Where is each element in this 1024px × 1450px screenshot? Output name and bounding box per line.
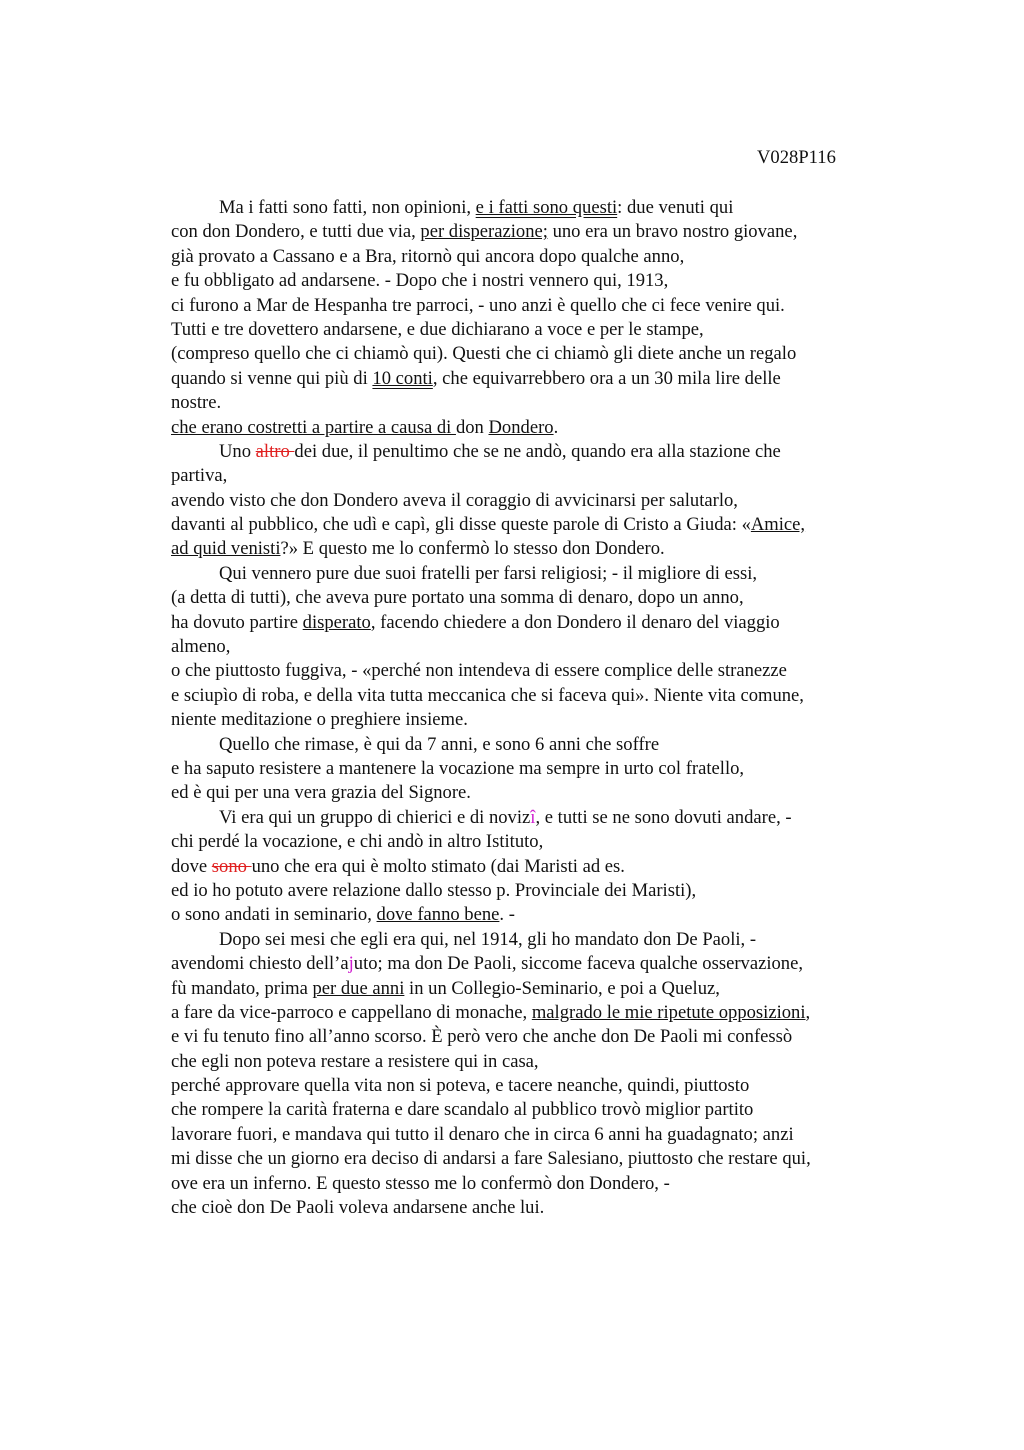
text-line xyxy=(171,1196,931,1220)
text-segment: che cioè don De Paoli voleva andarsene anche lui. xyxy=(171,1197,545,1219)
text-segment: (compreso quello che ci chiamò qui). Questi che ci chiamò gli diete anche un regalo xyxy=(171,343,797,365)
text-line xyxy=(171,928,931,952)
text-line xyxy=(171,855,931,879)
text-segment: Tutti e tre dovettero andarsene, e due dichiarano a voce e per le stampe, xyxy=(171,318,704,340)
text-segment: uno che era qui è molto stimato (dai Maristi ad es. xyxy=(251,855,625,877)
underlined-text: Dondero xyxy=(488,416,554,438)
page-id: V028P116 xyxy=(757,147,836,168)
text-segment: Qui vennero pure due suoi fratelli per farsi religiosi; - il migliore di essi, xyxy=(219,562,758,584)
text-line xyxy=(171,367,931,391)
text-line xyxy=(171,830,931,854)
text-segment: chi perdé la vocazione, e chi andò in altro Istituto, xyxy=(171,831,544,853)
text-segment: o sono andati in seminario, xyxy=(171,904,377,926)
text-line xyxy=(171,220,931,244)
underlined-text: che erano costretti a partire a causa di xyxy=(171,416,456,438)
text-segment: Uno xyxy=(219,440,256,462)
text-line xyxy=(171,196,931,220)
text-segment: che rompere la carità fraterna e dare scandalo al pubblico trovò miglior partito xyxy=(171,1099,754,1121)
deleted-text: altro xyxy=(255,440,295,462)
text-segment: . - xyxy=(499,904,515,926)
text-segment: dei due, il penultimo che se ne andò, quando era alla stazione che xyxy=(294,440,781,462)
text-line xyxy=(171,464,931,488)
text-segment: Ma i fatti sono fatti, non opinioni, xyxy=(219,197,476,218)
text-segment: fù mandato, prima xyxy=(171,977,313,999)
text-segment: davanti al pubblico, che udì e capì, gli disse queste parole di Cristo a Giuda: « xyxy=(171,514,751,536)
underlined-text: Amice, xyxy=(750,514,806,536)
text-line xyxy=(171,391,931,415)
text-line xyxy=(171,611,931,635)
text-line xyxy=(171,684,931,708)
text-line xyxy=(171,1001,931,1025)
text-segment: almeno, xyxy=(171,636,231,658)
text-segment: partiva, xyxy=(171,465,228,487)
text-segment: . xyxy=(553,416,559,438)
text-segment: nostre. xyxy=(171,392,222,414)
text-segment: a fare da vice-parroco e cappellano di monache, xyxy=(171,1001,532,1023)
underlined-text: malgrado le mie ripetute opposizioni xyxy=(531,1001,806,1023)
text-segment: quando si venne qui più di xyxy=(171,367,373,389)
text-line xyxy=(171,879,931,903)
text-line xyxy=(171,1147,931,1171)
text-segment: : due venuti qui xyxy=(617,197,734,218)
text-segment: che egli non poteva restare a resistere qui in casa, xyxy=(171,1050,539,1072)
text-line xyxy=(171,1098,931,1122)
text-line xyxy=(171,781,931,805)
text-segment: o che piuttosto fuggiva, - «perché non intendeva di essere complice delle stranezze xyxy=(171,660,787,682)
text-segment: con don Dondero, e tutti due via, xyxy=(171,221,421,243)
text-segment: in un Collegio-Seminario, e poi a Queluz, xyxy=(404,977,720,999)
text-line xyxy=(171,416,931,440)
text-line xyxy=(171,708,931,732)
text-line xyxy=(171,269,931,293)
text-segment: ci furono a Mar de Hespanha tre parroci, - uno anzi è quello che ci fece venire qui. xyxy=(171,294,785,316)
text-line xyxy=(171,952,931,976)
text-line xyxy=(171,489,931,513)
text-line xyxy=(171,977,931,1001)
text-segment: uno era un bravo nostro giovane, xyxy=(547,221,798,243)
text-segment: , facendo chiedere a don Dondero il denaro del viaggio xyxy=(370,611,780,633)
text-line xyxy=(171,513,931,537)
underlined-text: per disperazione; xyxy=(420,221,548,243)
text-segment: avendo visto che don Dondero aveva il coraggio di avvicinarsi per salutarlo, xyxy=(171,489,738,511)
text-segment: don xyxy=(455,416,489,438)
text-segment: , che equivarrebbero ora a un 30 mila lire delle xyxy=(432,367,781,389)
text-line xyxy=(171,537,931,561)
text-line xyxy=(171,1172,931,1196)
text-segment: dove xyxy=(171,855,212,877)
text-line xyxy=(171,1050,931,1074)
text-segment: e vi fu tenuto fino all’anno scorso. È però vero che anche don De Paoli mi confessò xyxy=(171,1026,793,1048)
text-line xyxy=(171,342,931,366)
double-underlined-text: e i fatti sono questi xyxy=(475,197,618,218)
text-line xyxy=(171,903,931,927)
text-segment: e fu obbligato ad andarsene. - Dopo che i nostri vennero qui, 1913, xyxy=(171,270,669,292)
text-segment: Quello che rimase, è qui da 7 anni, e sono 6 anni che soffre xyxy=(219,733,660,755)
text-line xyxy=(171,1123,931,1147)
text-segment: ed è qui per una vera grazia del Signore. xyxy=(171,782,471,804)
text-line xyxy=(171,1074,931,1098)
underlined-text: per due anni xyxy=(312,977,405,999)
text-line xyxy=(171,733,931,757)
text-line xyxy=(171,318,931,342)
text-line xyxy=(171,440,931,464)
text-line xyxy=(171,806,931,830)
text-segment: lavorare fuori, e mandava qui tutto il denaro che in circa 6 anni ha guadagnato; anzi xyxy=(171,1123,794,1145)
text-line xyxy=(171,1025,931,1049)
underlined-text: disperato xyxy=(302,611,371,633)
text-segment: (a detta di tutti), che aveva pure portato una somma di denaro, dopo un anno, xyxy=(171,587,744,609)
text-segment: perché approvare quella vita non si poteva, e tacere neanche, quindi, piuttosto xyxy=(171,1075,750,1097)
text-segment: avendomi chiesto dell’a xyxy=(171,953,349,975)
text-segment: niente meditazione o preghiere insieme. xyxy=(171,709,468,731)
text-segment: e ha saputo resistere a mantenere la vocazione ma sempre in urto col fratello, xyxy=(171,757,745,779)
text-line xyxy=(171,757,931,781)
text-line xyxy=(171,562,931,586)
text-line xyxy=(171,586,931,610)
deleted-text: sono xyxy=(211,855,252,877)
text-segment: ?» E questo me lo confermò lo stesso don Dondero. xyxy=(280,538,665,560)
document-body xyxy=(171,196,931,1220)
text-segment: ed io ho potuto avere relazione dallo stesso p. Provinciale dei Maristi), xyxy=(171,879,697,901)
text-segment: ove era un inferno. E questo stesso me lo confermò don Dondero, - xyxy=(171,1172,670,1194)
underlined-text: dove fanno bene xyxy=(376,904,500,926)
text-line xyxy=(171,294,931,318)
text-line xyxy=(171,635,931,659)
text-segment: e sciupìo di roba, e della vita tutta meccanica che si faceva qui». Niente vita comune, xyxy=(171,684,804,706)
inserted-text: î xyxy=(530,806,536,828)
text-line xyxy=(171,245,931,269)
text-segment: Dopo sei mesi che egli era qui, nel 1914, gli ho mandato don De Paoli, - xyxy=(219,928,757,950)
text-segment: , xyxy=(805,1001,811,1023)
inserted-text: j xyxy=(348,953,354,975)
text-line xyxy=(171,659,931,683)
text-segment: , e tutti se ne sono dovuti andare, - xyxy=(535,806,792,828)
text-segment: ha dovuto partire xyxy=(171,611,303,633)
text-segment: Vi era qui un gruppo di chierici e di noviz xyxy=(219,806,531,828)
double-underlined-text: 10 conti xyxy=(372,367,433,389)
underlined-text: ad quid venisti xyxy=(171,538,281,560)
text-segment: mi disse che un giorno era deciso di andarsi a fare Salesiano, piuttosto che restare qui, xyxy=(171,1148,811,1170)
text-segment: già provato a Cassano e a Bra, ritornò qui ancora dopo qualche anno, xyxy=(171,245,685,267)
text-segment: uto; ma don De Paoli, siccome faceva qualche osservazione, xyxy=(353,953,803,975)
